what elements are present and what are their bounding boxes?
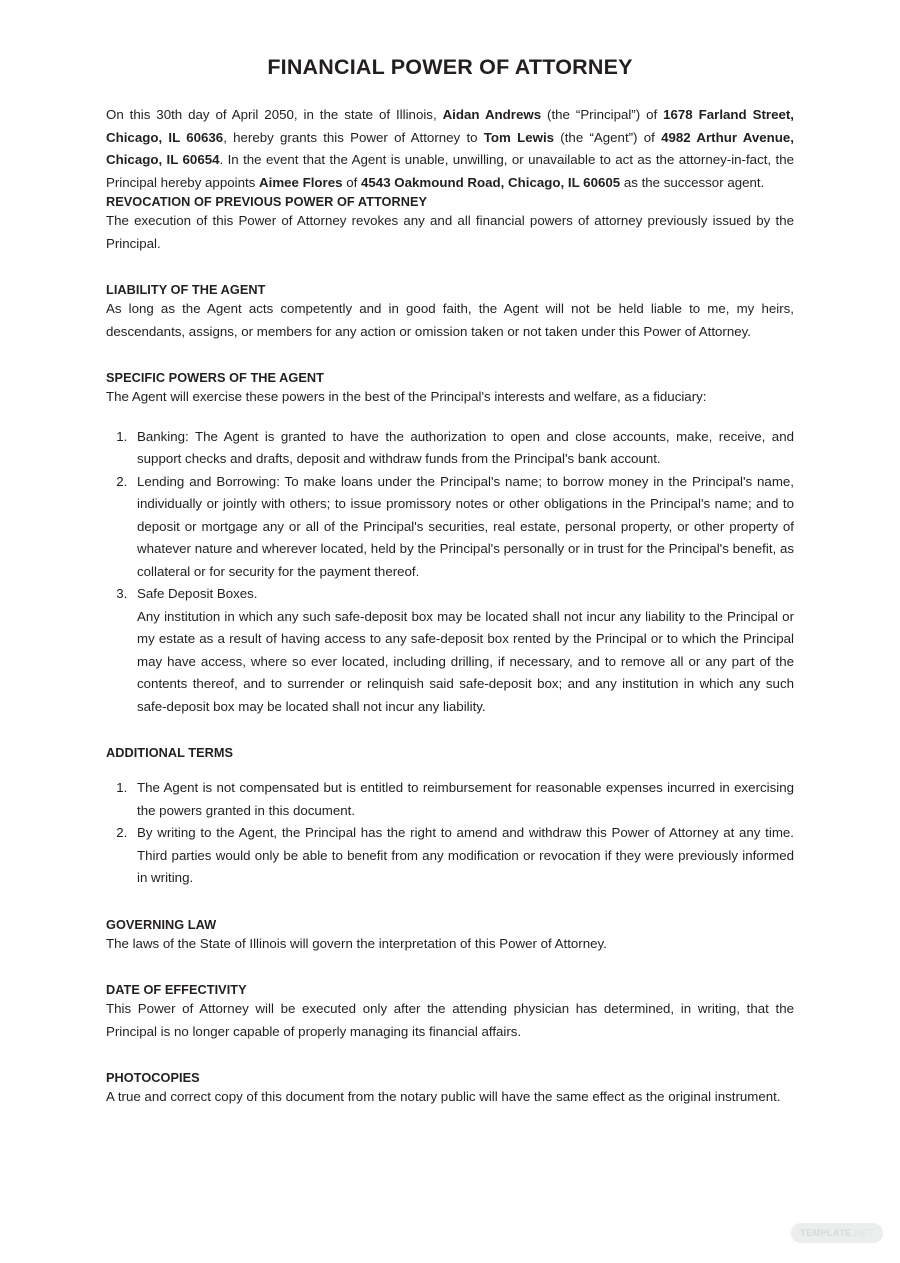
section-specific-powers [106,370,794,718]
section-body: As long as the Agent acts competently and in good faith, the Agent will not be held liable to me, my heirs, descendants, assigns, or members for any action or omission taken or not taken under this Power of Attorney. [106,301,794,339]
intro-text-4: (the “Agent”) of [554,129,662,145]
section-body: The execution of this Power of Attorney revokes any and all financial powers of attorney previously issued by the Principal. [106,213,794,251]
intro-text-7: as the successor agent. [620,174,765,190]
list-item [131,822,794,890]
section-revocation [106,194,794,255]
section-governing-law [106,917,794,956]
principal-address: 1678 Farland Street, Chicago, IL 60636 [106,107,794,145]
agent-name: Tom Lewis [483,129,555,145]
agent-address: 4982 Arthur Avenue, Chicago, IL 60654 [106,129,794,167]
watermark-brand: TEMPLATE [800,1228,852,1238]
intro-text-6: of [342,174,362,190]
section-heading: LIABILITY OF THE AGENT [106,282,266,297]
section-heading: GOVERNING LAW [106,916,217,932]
page-title: FINANCIAL POWER OF ATTORNEY [267,55,633,79]
list-item [131,471,794,584]
list-item-text: The Agent is not compensated but is entitled to reimbursement for reasonable expenses incurred in exercising the powers granted in this document. [137,780,794,818]
section-body: A true and correct copy of this document from the notary public will have the same effect as the original instrument. [106,1089,781,1104]
intro-text-2: (the “Principal”) of [541,107,664,122]
section-heading: SPECIFIC POWERS OF THE AGENT [106,370,324,385]
document-body [106,104,794,1136]
successor-address: 4543 Oakmound Road, Chicago, IL 60605 [361,174,621,190]
list-item [131,583,794,718]
section-heading: PHOTOCOPIES [106,1070,200,1085]
section-photocopies [106,1070,794,1109]
intro-text-5: . In the event that the Agent is unable, unwilling, or unavailable to act as the attorney-in-fact, the Principal hereby appoints [106,152,794,190]
watermark-tld: .NET [851,1228,874,1238]
list-item-text: Banking: The Agent is granted to have the authorization to open and close accounts, make, receive, and support checks and drafts, deposit and withdraw funds from the Principal's bank account. [137,428,794,466]
section-heading: ADDITIONAL TERMS [106,745,234,760]
section-liability [106,282,794,343]
section-body: This Power of Attorney will be executed only after the attending physician has determined, in writing, that the Principal is no longer capable of properly managing its financial affairs. [106,1001,794,1039]
principal-name: Aidan Andrews [442,107,542,122]
intro-text-1: On this 30th day of April 2050, in the state of Illinois, [106,107,443,122]
section-additional-terms [106,745,794,890]
additional-terms-list [106,777,794,890]
section-body: The Agent will exercise these powers in the best of the Principal's interests and welfare, as a fiduciary: [106,389,707,404]
intro-text-3: , hereby grants this Power of Attorney to [223,129,484,145]
section-heading: DATE OF EFFECTIVITY [106,982,247,997]
specific-powers-list [106,426,794,719]
list-item-sub-paragraph: Any institution in which any such safe-deposit box may be located shall not incur any liability to the Principal or my estate as a result of having access to any safe-deposit box rented by the Principal or to which the Principal may have access, where so ever located, including drilling, if necessary, and to remove all or any part of the contents thereof, and to surrender or relinquish said safe-deposit box; and any institution in which any such safe-deposit box may be located shall not incur any liability. [137,608,794,714]
list-item [131,777,794,822]
list-item-text: Lending and Borrowing: To make loans under the Principal's name; to borrow money in the Principal's name, individually or jointly with others; to issue promissory notes or other obligations in the Principal's name; and to deposit or mortgage any or all of the Principal's securities, real estate, personal property, or other property of whatever nature and wherever located, held by the Principal's personally or in trust for the Principal's benefit, as collateral or for security for the payment thereof. [137,473,794,579]
template-watermark [791,1223,883,1243]
section-date-of-effectivity [106,982,794,1043]
list-item [131,426,794,471]
list-item-text: By writing to the Agent, the Principal has the right to amend and withdraw this Power of Attorney at any time. Third parties would only be able to benefit from any modification or revocation if they were previously informed in writing. [137,825,794,885]
section-heading: REVOCATION OF PREVIOUS POWER OF ATTORNEY [106,194,428,209]
successor-name: Aimee Flores [259,174,343,190]
intro-paragraph [106,104,794,194]
list-item-text: Safe Deposit Boxes. [137,586,258,601]
section-body: The laws of the State of Illinois will govern the interpretation of this Power of Attorney. [106,935,607,951]
